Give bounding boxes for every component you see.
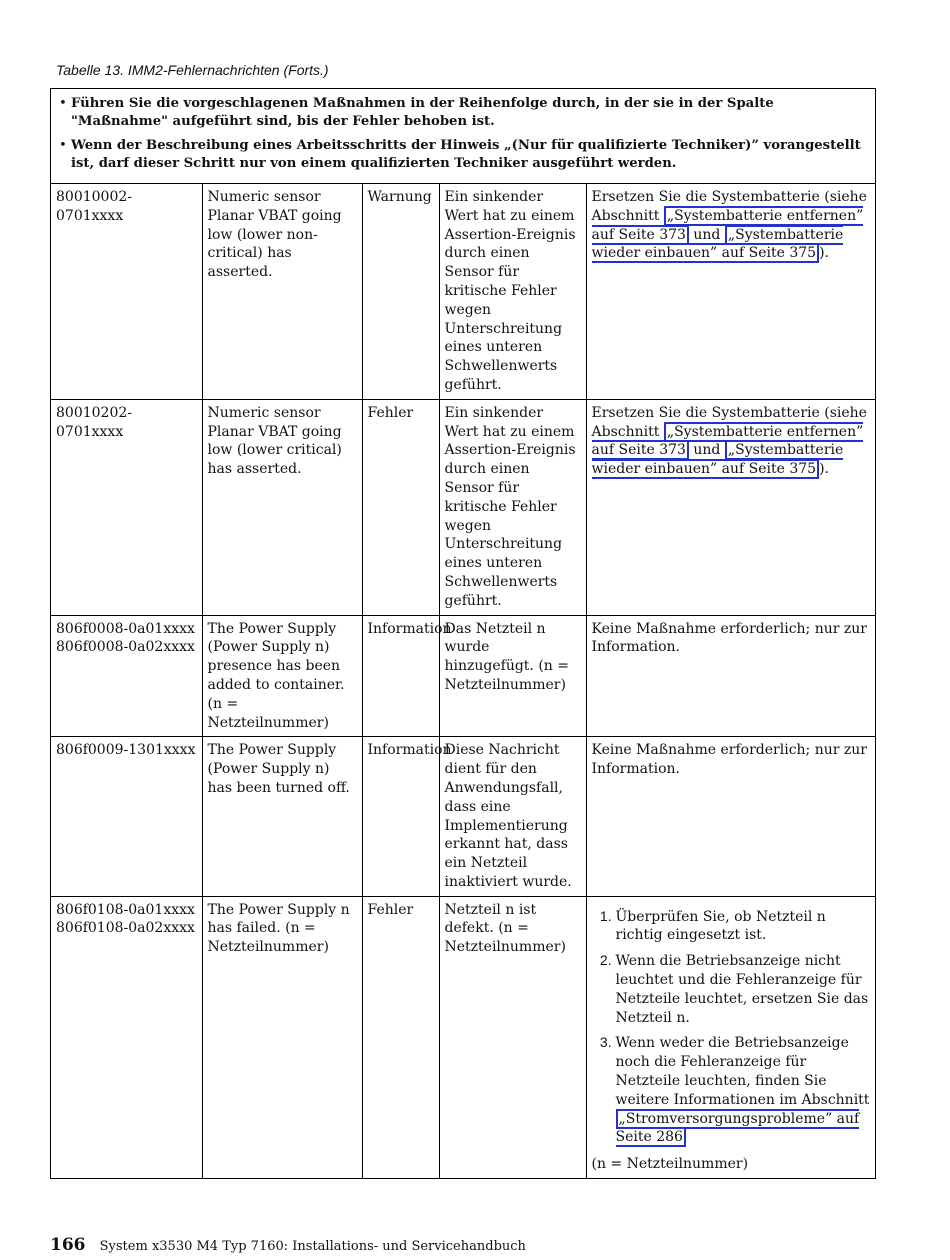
message-text: The Power Supply (Power Supply n) presence has been added to container. (n = Netzteilnummer) [202,615,362,737]
link-power-problems[interactable]: „Stromversorgungsprobleme” auf Seite 286 [615,1110,860,1146]
action: Keine Maßnahme erforderlich; nur zur Information. [586,615,875,737]
message-table [51,184,875,1179]
table-row [51,184,875,399]
action-text: und [688,226,725,243]
event-id: 80010202-0701xxxx [51,399,202,615]
note-item [59,137,867,173]
description: Diese Nachricht dient für den Anwendungsfall, dass eine Implementierung erkannt hat, dass ein Netzteil inaktiviert wurde. [439,737,586,896]
table-caption: Tabelle 13. IMM2-Fehlernachrichten (Forts.) [56,62,329,78]
note-text: Führen Sie die vorgeschlagenen Maßnahmen in der Reihenfolge durch, in der sie in der Spalte "Maßnahme" aufgeführt sind, bis der Fehler behoben ist. [71,96,774,129]
action-text: ). [819,245,830,262]
action [586,896,875,1178]
severity: Information [362,737,439,896]
event-id: 80010002-0701xxxx [51,184,202,399]
description: Ein sinkender Wert hat zu einem Assertion-Ereignis durch einen Sensor für kritische Fehler wegen Unterschreitung eines unteren Schwellenwerts geführt. [439,399,586,615]
step-item [616,1033,871,1147]
page-number: 166 [50,1235,86,1255]
link-remove-battery[interactable]: „Systembatterie entfernen” auf Seite 373 [591,423,864,459]
action-text: Ersetzen Sie die Systembatterie (siehe Abschnitt [591,404,867,440]
step-text: Wenn weder die Betriebsanzeige noch die Fehleranzeige für Netzteile leuchten, finden Sie weitere Informationen im Abschnitt [615,1035,870,1108]
message-text: Numeric sensor Planar VBAT going low (lower non-critical) has asserted. [202,184,362,399]
event-id-line: 806f0008-0a01xxxx [56,620,195,637]
severity: Warnung [362,184,439,399]
step-item: 1. Überprüfen Sie, ob Netzteil n richtig eingesetzt ist. [616,907,871,946]
event-id [51,615,202,737]
severity: Fehler [362,896,439,1178]
action-text: ). [819,461,830,478]
description: Ein sinkender Wert hat zu einem Assertion-Ereignis durch einen Sensor für kritische Fehler wegen Unterschreitung eines unteren Schwellenwerts geführt. [439,184,586,399]
event-id-line: 806f0108-0a02xxxx [56,920,195,937]
table-row [51,896,875,1178]
severity: Information [362,615,439,737]
link-remove-battery[interactable]: „Systembatterie entfernen” auf Seite 373 [591,207,864,243]
description: Das Netzteil n wurde hinzugefügt. (n = Netzteilnummer) [439,615,586,737]
table-row [51,399,875,615]
step-item: 2. Wenn die Betriebsanzeige nicht leuchtet und die Fehleranzeige für Netzteile leuchtet, ersetzen Sie das Netzteil n. [616,951,871,1027]
action [586,399,875,615]
table-row [51,737,875,896]
event-id: 806f0009-1301xxxx [51,737,202,896]
action-text: und [688,442,725,459]
error-message-table [50,88,876,1179]
message-text: Numeric sensor Planar VBAT going low (lower critical) has asserted. [202,399,362,615]
table-row [51,615,875,737]
bullet-icon: • [59,96,67,111]
link-install-battery[interactable]: „Systembatterie wieder einbauen” auf Seite 375 [591,442,844,478]
description: Netzteil n ist defekt. (n = Netzteilnummer) [439,896,586,1178]
message-text: The Power Supply n has failed. (n = Netzteilnummer) [202,896,362,1178]
page-footer [50,1235,526,1255]
action-steps [592,907,871,1148]
link-install-battery[interactable]: „Systembatterie wieder einbauen” auf Seite 375 [591,226,844,262]
instruction-notes [51,89,875,184]
severity: Fehler [362,399,439,615]
event-id [51,896,202,1178]
event-id-line: 806f0008-0a02xxxx [56,639,195,656]
action-note: (n = Netzteilnummer) [591,1156,749,1173]
event-id-line: 806f0108-0a01xxxx [56,901,195,918]
action-text: Ersetzen Sie die Systembatterie (siehe Abschnitt [591,189,867,224]
bullet-icon: • [59,138,67,153]
note-text: Wenn der Beschreibung eines Arbeitsschritts der Hinweis „(Nur für qualifizierte Techniker)” vorangestellt ist, darf dieser Schritt nur von einem qualifizierten Techniker ausgeführt werden. [71,138,861,171]
message-text: The Power Supply (Power Supply n) has been turned off. [202,737,362,896]
note-item [59,95,867,131]
action [586,184,875,399]
footer-text: System x3530 M4 Typ 7160: Installations- und Servicehandbuch [99,1239,526,1254]
action: Keine Maßnahme erforderlich; nur zur Information. [586,737,875,896]
